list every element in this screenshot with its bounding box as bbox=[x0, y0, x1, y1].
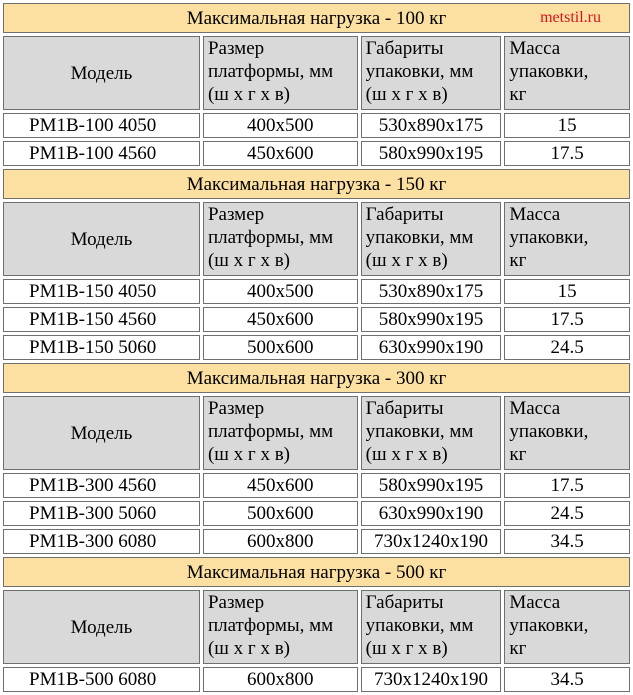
column-header-row bbox=[3, 202, 630, 276]
package-dims-cell: 730х1240х190 bbox=[361, 667, 502, 692]
header-platform-size-line: платформы, мм bbox=[207, 615, 334, 636]
platform-size-cell: 450х600 bbox=[203, 307, 358, 332]
package-dims-cell: 580х990х195 bbox=[361, 141, 502, 166]
column-header-row bbox=[3, 36, 630, 110]
header-platform-size-line: (ш х г х в) bbox=[207, 250, 290, 271]
column-header-row bbox=[3, 590, 630, 664]
table-row bbox=[3, 141, 630, 166]
table-row bbox=[3, 307, 630, 332]
header-package-mass-line: Масса bbox=[509, 38, 561, 59]
header-package-dims-line: (ш х г х в) bbox=[365, 84, 448, 105]
section-title-row bbox=[3, 557, 630, 587]
platform-size-cell: 600х800 bbox=[203, 667, 358, 692]
header-package-mass-line: упаковки, bbox=[509, 61, 589, 82]
header-package-mass-line: кг bbox=[509, 444, 527, 465]
platform-size-cell: 450х600 bbox=[203, 473, 358, 498]
package-mass-cell: 17.5 bbox=[504, 307, 630, 332]
section-title-text: Максимальная нагрузка - 150 кг bbox=[186, 173, 447, 195]
header-package-mass-line: кг bbox=[509, 638, 527, 659]
header-platform-size-line: платформы, мм bbox=[207, 421, 334, 442]
package-mass-cell: 34.5 bbox=[504, 529, 630, 554]
header-package-dims-line: упаковки, мм bbox=[365, 227, 474, 248]
package-dims-cell: 630х990х190 bbox=[361, 335, 502, 360]
section-title-text: Максимальная нагрузка - 500 кг bbox=[186, 561, 447, 583]
model-cell: РМ1В-300 4560 bbox=[3, 473, 200, 498]
section-title bbox=[3, 3, 630, 33]
platform-size-cell: 500х600 bbox=[203, 501, 358, 526]
header-platform-size-line: Размер bbox=[207, 204, 265, 225]
model-cell: РМ1В-300 6080 bbox=[3, 529, 200, 554]
package-dims-cell: 530х890х175 bbox=[361, 279, 502, 304]
header-package-dims-line: Габариты bbox=[365, 398, 444, 419]
header-package-mass bbox=[504, 396, 630, 470]
section-title-text: Максимальная нагрузка - 100 кг bbox=[186, 7, 447, 29]
header-package-dims-line: Габариты bbox=[365, 38, 444, 59]
platform-size-cell: 400х500 bbox=[203, 279, 358, 304]
header-package-mass-line: упаковки, bbox=[509, 421, 589, 442]
section-title-row bbox=[3, 363, 630, 393]
package-dims-cell: 580х990х195 bbox=[361, 473, 502, 498]
header-platform-size-line: Размер bbox=[207, 38, 265, 59]
model-cell: РМ1В-150 4050 bbox=[3, 279, 200, 304]
package-dims-cell: 730х1240х190 bbox=[361, 529, 502, 554]
header-package-mass-line: Масса bbox=[509, 204, 561, 225]
header-package-dims-line: (ш х г х в) bbox=[365, 250, 448, 271]
header-platform-size-line: платформы, мм bbox=[207, 61, 334, 82]
model-cell: РМ1В-100 4560 bbox=[3, 141, 200, 166]
section-title-row bbox=[3, 169, 630, 199]
header-package-mass-line: упаковки, bbox=[509, 615, 589, 636]
package-mass-cell: 17.5 bbox=[504, 141, 630, 166]
package-dims-cell: 530х890х175 bbox=[361, 113, 502, 138]
table-row bbox=[3, 113, 630, 138]
table-row bbox=[3, 335, 630, 360]
package-dims-cell: 580х990х195 bbox=[361, 307, 502, 332]
header-package-mass-line: кг bbox=[509, 250, 527, 271]
package-mass-cell: 24.5 bbox=[504, 335, 630, 360]
model-cell: РМ1В-300 5060 bbox=[3, 501, 200, 526]
header-package-mass bbox=[504, 590, 630, 664]
header-package-mass-line: упаковки, bbox=[509, 227, 589, 248]
section-title-row bbox=[3, 3, 630, 33]
package-mass-cell: 17.5 bbox=[504, 473, 630, 498]
header-package-mass bbox=[504, 36, 630, 110]
header-package-dims-line: Габариты bbox=[365, 592, 444, 613]
package-dims-cell: 630х990х190 bbox=[361, 501, 502, 526]
header-platform-size bbox=[203, 396, 358, 470]
header-package-dims-line: Габариты bbox=[365, 204, 444, 225]
header-platform-size-line: платформы, мм bbox=[207, 227, 334, 248]
header-platform-size-line: (ш х г х в) bbox=[207, 638, 290, 659]
header-package-dims-line: (ш х г х в) bbox=[365, 444, 448, 465]
header-platform-size-line: Размер bbox=[207, 592, 265, 613]
section-title bbox=[3, 169, 630, 199]
header-package-dims-line: (ш х г х в) bbox=[365, 638, 448, 659]
header-platform-size-line: Размер bbox=[207, 398, 265, 419]
header-platform-size-line: (ш х г х в) bbox=[207, 444, 290, 465]
header-package-dims bbox=[361, 396, 502, 470]
model-cell: РМ1В-150 4560 bbox=[3, 307, 200, 332]
platform-size-cell: 600х800 bbox=[203, 529, 358, 554]
site-watermark: metstil.ru bbox=[540, 9, 601, 26]
section-title bbox=[3, 557, 630, 587]
section-title-text: Максимальная нагрузка - 300 кг bbox=[186, 367, 447, 389]
header-model: Модель bbox=[3, 202, 200, 276]
table-row bbox=[3, 501, 630, 526]
table-row bbox=[3, 667, 630, 692]
header-package-dims-line: упаковки, мм bbox=[365, 421, 474, 442]
header-package-dims bbox=[361, 590, 502, 664]
header-package-dims-line: упаковки, мм bbox=[365, 615, 474, 636]
spec-table-body bbox=[3, 3, 630, 692]
package-mass-cell: 15 bbox=[504, 279, 630, 304]
header-platform-size bbox=[203, 202, 358, 276]
header-model: Модель bbox=[3, 590, 200, 664]
package-mass-cell: 24.5 bbox=[504, 501, 630, 526]
header-package-dims bbox=[361, 202, 502, 276]
model-cell: РМ1В-150 5060 bbox=[3, 335, 200, 360]
section-title bbox=[3, 363, 630, 393]
header-model: Модель bbox=[3, 36, 200, 110]
table-row bbox=[3, 279, 630, 304]
table-row bbox=[3, 473, 630, 498]
column-header-row bbox=[3, 396, 630, 470]
header-package-dims-line: упаковки, мм bbox=[365, 61, 474, 82]
header-package-mass-line: кг bbox=[509, 84, 527, 105]
table-row bbox=[3, 529, 630, 554]
header-package-dims bbox=[361, 36, 502, 110]
header-package-mass-line: Масса bbox=[509, 592, 561, 613]
header-model: Модель bbox=[3, 396, 200, 470]
package-mass-cell: 34.5 bbox=[504, 667, 630, 692]
header-platform-size-line: (ш х г х в) bbox=[207, 84, 290, 105]
model-cell: РМ1В-500 6080 bbox=[3, 667, 200, 692]
header-platform-size bbox=[203, 36, 358, 110]
platform-size-cell: 450х600 bbox=[203, 141, 358, 166]
package-mass-cell: 15 bbox=[504, 113, 630, 138]
header-package-mass bbox=[504, 202, 630, 276]
platform-size-cell: 500х600 bbox=[203, 335, 358, 360]
model-cell: РМ1В-100 4050 bbox=[3, 113, 200, 138]
header-platform-size bbox=[203, 590, 358, 664]
header-package-mass-line: Масса bbox=[509, 398, 561, 419]
platform-size-cell: 400х500 bbox=[203, 113, 358, 138]
